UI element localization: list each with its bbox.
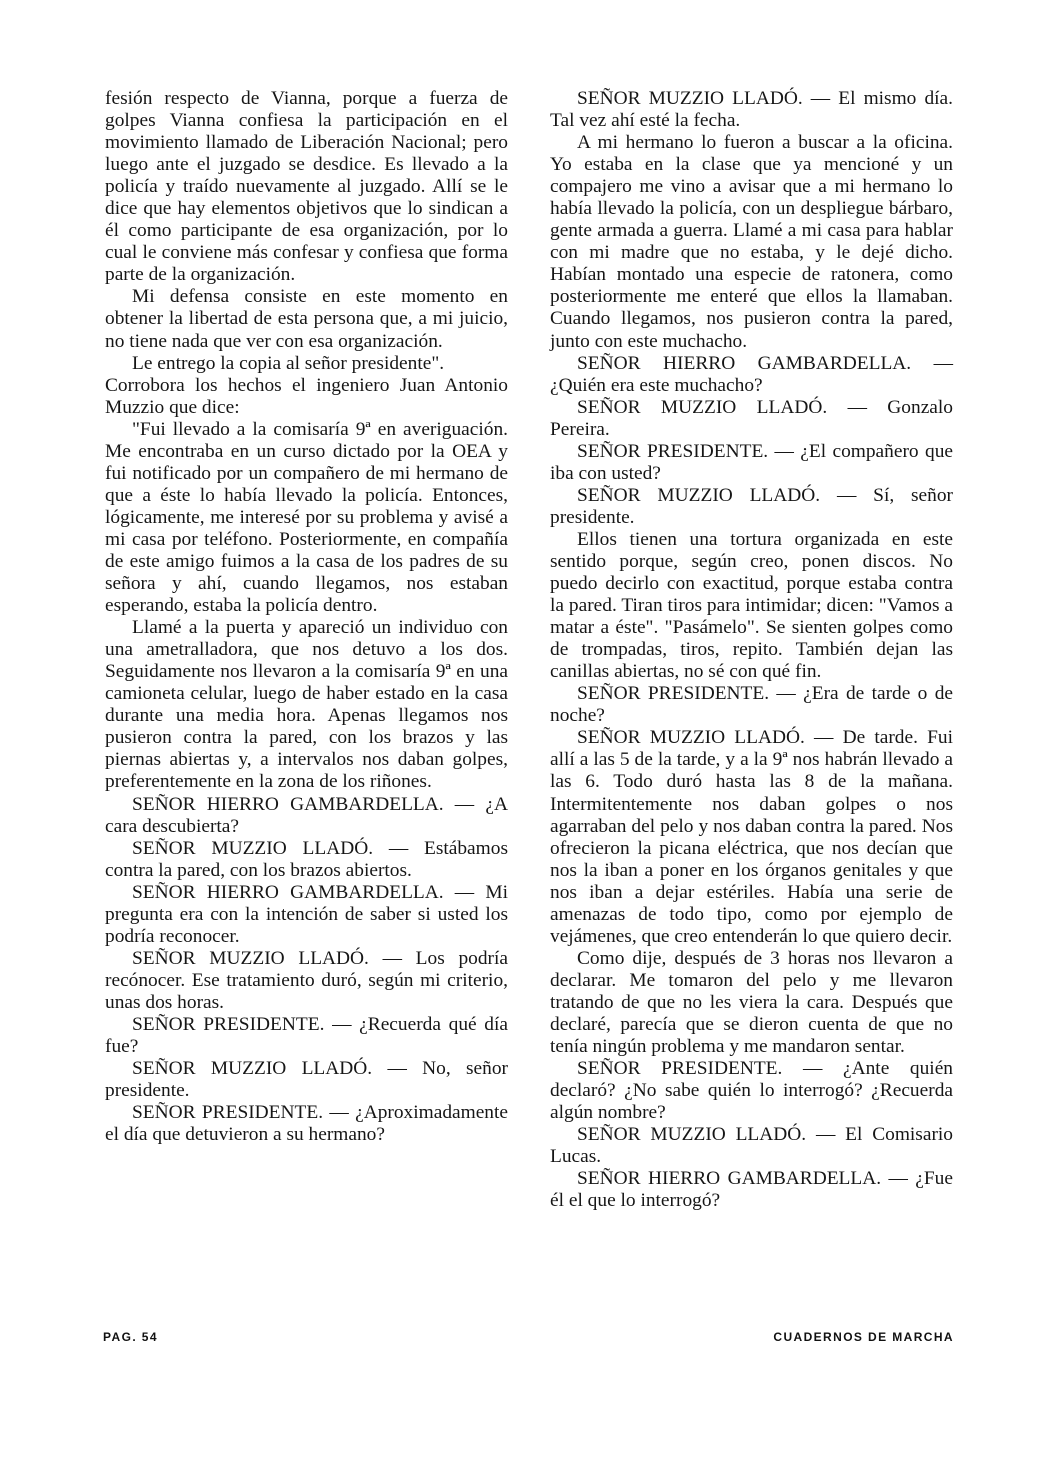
dialogue-line: SEÑOR MUZZIO LLADÓ. — El Comisario Lucas. (550, 1124, 953, 1168)
dialogue-line: SEÑOR PRESIDENTE. — ¿Recuerda qué día fue? (105, 1013, 508, 1058)
paragraph: Ellos tienen una tortura organizada en este sentido porque, según creo, ponen discos. No puedo decirlo con exactitud, porque estaba contra la pared. Tiran tiros para intimidar; dicen: "Vamos a matar a éste". "Pasámelo". Se sienten golpes como de trompadas, tiros, repito. También dejan las canillas abiertas, no sé con qué fin. (550, 528, 953, 683)
publication-name: CUADERNOS DE MARCHA (773, 1330, 954, 1344)
dialogue-line: SEÑOR MUZZIO LLADÓ. — De tarde. Fui allí a las 5 de la tarde, y a la 9ª nos habrán llevado a las 6. Todo duró hasta las 8 de la mañana. Intermitentemente nos daban golpes o nos agarraban del pelo y nos daban contra la pared. Nos ofrecieron la picana eléctrica, que nos decían que nos la iban a poner en los órganos genitales y que nos iban a dejar estériles. Había una serie de amenazas de todo tipo, como por ejemplo de vejámenes, que creo entenderán lo que quiero decir. (550, 727, 953, 947)
paragraph: Llamé a la puerta y apareció un individuo con una ametralladora, que nos detuvo a los dos. Seguidamente nos llevaron a la comisaría 9ª en una camioneta celular, luego de haber estado en la casa durante una media hora. Apenas llegamos nos pusieron contra la pared, con los brazos y las piernas abiertas y, a intervalos nos daban golpes, preferentemente en la zona de los riñones. (105, 617, 508, 793)
dialogue-line: SEÑOR MUZZIO LLADÓ. — Sí, señor presidente. (550, 484, 953, 528)
paragraph: fesión respecto de Vianna, porque a fuerza de golpes Vianna confiesa la participación en el movimiento llamado de Liberación Nacional; pero luego ante el juzgado se desdice. Es llevado a la policía y traído nuevamente al juzgado. Allí se le dice que hay elementos objetivos que lo sindican a él como participante de esa organización, por lo cual le conviene más confesar y confiesa que forma parte de la organización. (105, 88, 508, 286)
right-column (550, 88, 953, 1212)
dialogue-line: SEÑOR PRESIDENTE. — ¿Aproximadamente el día que detuvieron a su hermano? (105, 1102, 508, 1146)
dialogue-line: SEÑOR MUZZIO LLADÓ. — El mismo día. Tal vez ahí esté la fecha. (550, 88, 953, 132)
dialogue-line: SEÑOR HIERRO GAMBARDELLA. — Mi pregunta era con la intención de saber si usted los podría reconocer. (105, 881, 508, 947)
dialogue-line: SEÑOR HIERRO GAMBARDELLA. — ¿A cara descubierta? (105, 793, 508, 837)
dialogue-line: SEÑOR MUZZIO LLADÓ. — Estábamos contra la pared, con los brazos abiertos. (105, 837, 508, 881)
paragraph: A mi hermano lo fueron a buscar a la oficina. Yo estaba en la clase que ya mencioné y un compajero me vino a avisar que a mi hermano lo había llevado la policía, con un despliegue bárbaro, gente armada a guerra. Llamé a mi casa para hablar con mi madre que no estaba, y le dejé dicho. Habían montado una especie de ratonera, como posteriormente me enteré que ellos la llamaban. Cuando llegamos, nos pusieron contra la pared, junto con este muchacho. (550, 132, 953, 352)
paragraph: "Fui llevado a la comisaría 9ª en averiguación. Me encontraba en un curso dictado por la OEA y fui notificado por un compañero de mi hermano de que a éste lo había llevado la policía. Entonces, lógicamente, me interesé por su problema y avisé a mi casa por teléfono. Posteriormente, en compañía de este amigo fuimos a la casa de los padres de su señora y ahí, cuando llegamos, nos estaban esperando, estaba la policía dentro. (105, 418, 508, 617)
paragraph: Le entrego la copia al señor presidente". (132, 352, 445, 374)
dialogue-line: SEÑOR PRESIDENTE. — ¿Ante quién declaró? ¿No sabe quién lo interrogó? ¿Recuerda algún nombre? (550, 1058, 953, 1124)
paragraph: Corrobora los hechos el ingeniero Juan Antonio Muzzio que dice: (105, 374, 508, 418)
dialogue-line: SEÑOR HIERRO GAMBARDELLA. — ¿Quién era este muchacho? (550, 352, 953, 396)
left-column (105, 88, 508, 1146)
dialogue-line: SEÑOR PRESIDENTE. — ¿El compañero que iba con usted? (550, 440, 953, 484)
paragraph: Mi defensa consiste en este momento en obtener la libertad de esta persona que, a mi juicio, no tiene nada que ver con esa organización. (105, 286, 508, 352)
page-number: PAG. 54 (103, 1330, 158, 1344)
dialogue-line: SEÑOR HIERRO GAMBARDELLA. — ¿Fue él el que lo interrogó? (550, 1168, 953, 1212)
dialogue-line: SEÑOR MUZZIO LLADÓ. — Los podría recónocer. Ese tratamiento duró, según mi criterio, unas dos horas. (105, 947, 508, 1013)
paragraph: Como dije, después de 3 horas nos llevaron a declarar. Me tomaron del pelo y me llevaron tratando de que no les viera la cara. Después que declaré, parecía que se dieron cuenta de que no tenía ningún problema y me mandaron sentar. (550, 947, 953, 1058)
dialogue-line: SEÑOR PRESIDENTE. — ¿Era de tarde o de noche? (550, 683, 953, 727)
dialogue-line: SEÑOR MUZZIO LLADÓ. — No, señor presidente. (105, 1058, 508, 1102)
dialogue-line: SEÑOR MUZZIO LLADÓ. — Gonzalo Pereira. (550, 396, 953, 440)
